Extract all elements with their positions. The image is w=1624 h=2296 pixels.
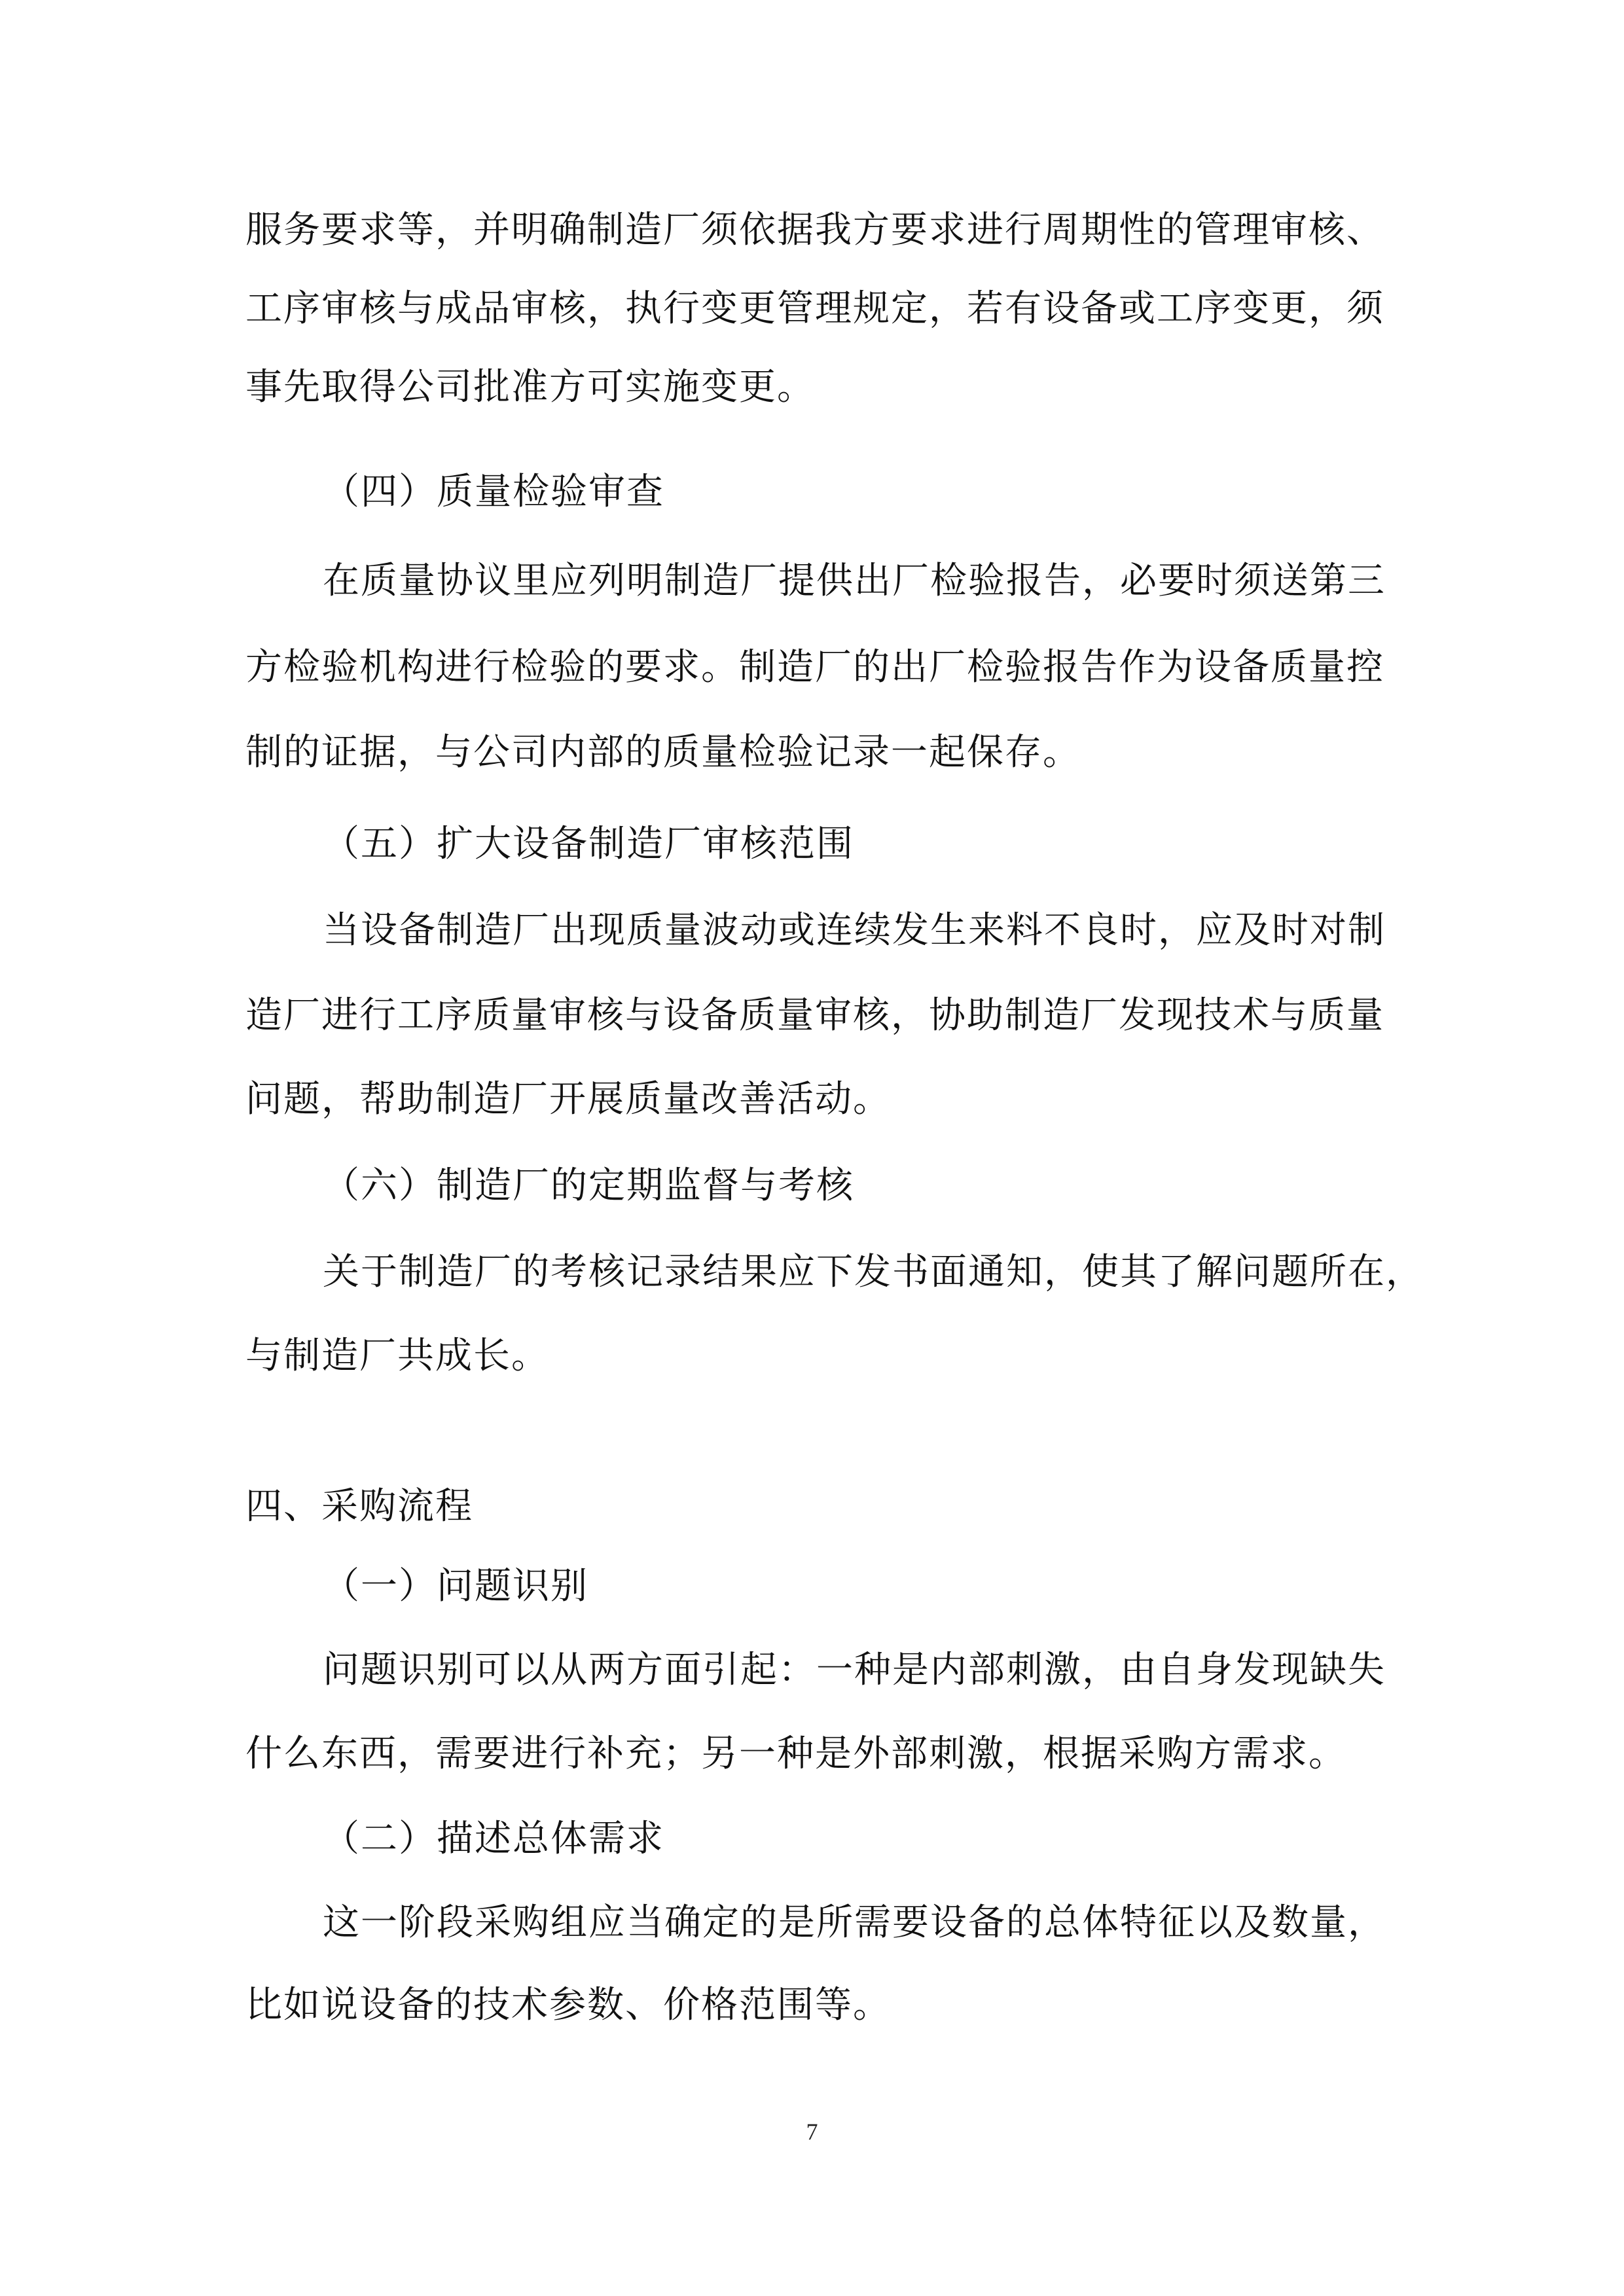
section-heading: （五）扩大设备制造厂审核范围 bbox=[323, 823, 854, 865]
section-heading: （二）描述总体需求 bbox=[323, 1818, 664, 1860]
paragraph-line: 在质量协议里应列明制造厂提供出厂检验报告，必要时须送第三 bbox=[323, 560, 1386, 602]
chapter-heading: 四、采购流程 bbox=[245, 1485, 473, 1528]
paragraph-line: 关于制造厂的考核记录结果应下发书面通知，使其了解问题所在， bbox=[323, 1251, 1424, 1293]
paragraph-line: 造厂进行工序质量审核与设备质量审核，协助制造厂发现技术与质量 bbox=[245, 994, 1384, 1037]
paragraph-line: 服务要求等，并明确制造厂须依据我方要求进行周期性的管理审核、 bbox=[245, 209, 1384, 251]
paragraph-line: 什么东西，需要进行补充；另一种是外部刺激，根据采购方需求。 bbox=[245, 1732, 1346, 1775]
paragraph-line: 当设备制造厂出现质量波动或连续发生来料不良时，应及时对制 bbox=[323, 909, 1386, 952]
paragraph-line: 比如说设备的技术参数、价格范围等。 bbox=[245, 1984, 891, 2026]
section-heading: （六）制造厂的定期监督与考核 bbox=[323, 1164, 854, 1207]
paragraph-line: 问题，帮助制造厂开展质量改善活动。 bbox=[245, 1078, 891, 1121]
paragraph-line: 制的证据，与公司内部的质量检验记录一起保存。 bbox=[245, 731, 1081, 774]
paragraph-line: 这一阶段采购组应当确定的是所需要设备的总体特征以及数量， bbox=[323, 1901, 1386, 1944]
paragraph-line: 问题识别可以从两方面引起：一种是内部刺激，由自身发现缺失 bbox=[323, 1649, 1386, 1691]
paragraph-line: 事先取得公司批准方可实施变更。 bbox=[245, 366, 815, 408]
page-number: 7 bbox=[806, 2119, 818, 2145]
section-heading: （四）质量检验审查 bbox=[323, 471, 664, 513]
paragraph-line: 工序审核与成品审核，执行变更管理规定，若有设备或工序变更，须 bbox=[245, 287, 1384, 330]
section-heading: （一）问题识别 bbox=[323, 1565, 588, 1607]
paragraph-line: 与制造厂共成长。 bbox=[245, 1335, 549, 1377]
paragraph-line: 方检验机构进行检验的要求。制造厂的出厂检验报告作为设备质量控 bbox=[245, 646, 1384, 689]
